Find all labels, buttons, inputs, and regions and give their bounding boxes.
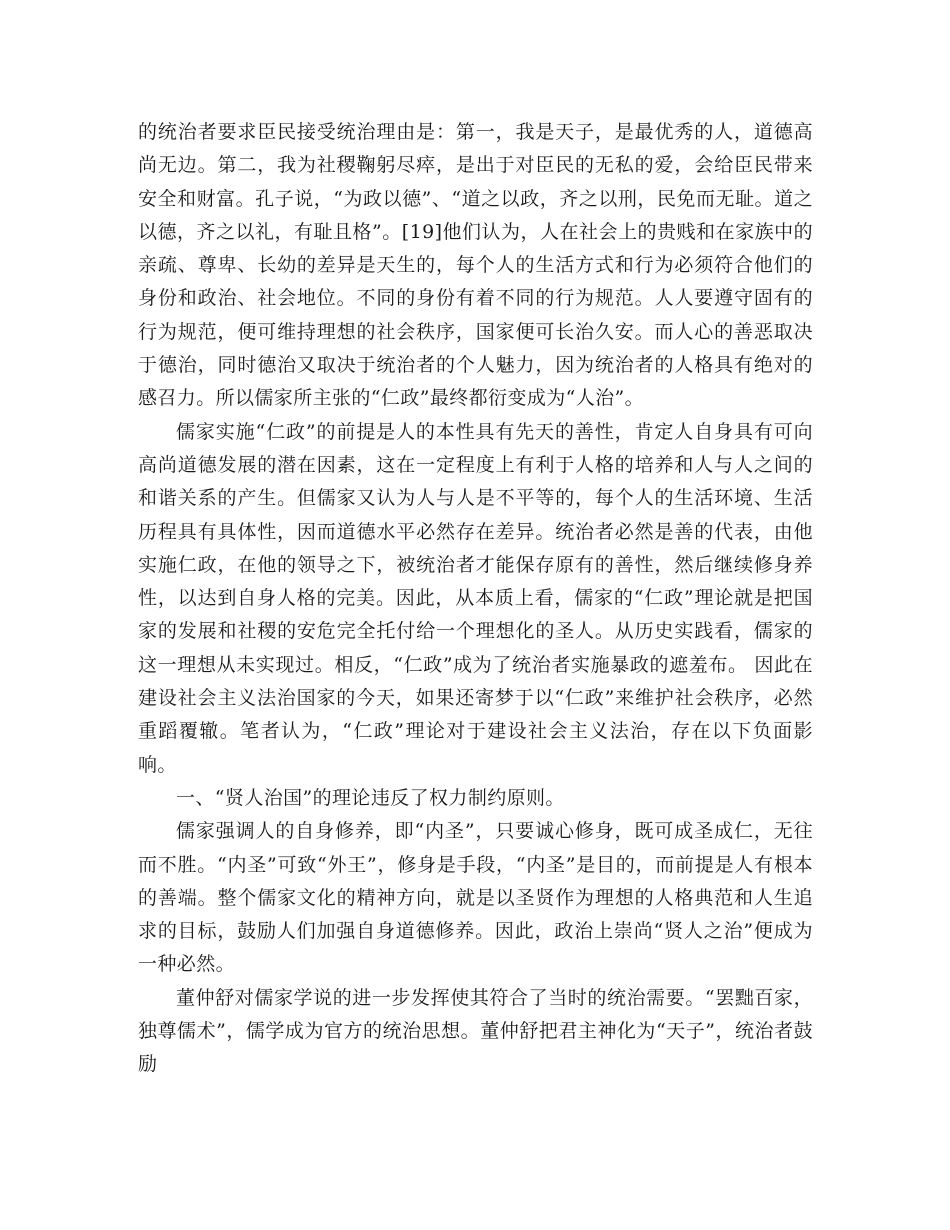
paragraph-continuation: 的统治者要求臣民接受统治理由是：第一，我是天子，是最优秀的人，道德高尚无边。第二，我为社稷鞠躬尽瘁，是出于对臣民的无私的爱，会给臣民带来安全和财富。孔子说，“为政以德”、“道之以政，齐之以刑，民免而无耻。道之以德，齐之以礼，有耻且格”。[19]他们认为，人在社会上的贵贱和在家族中的亲疏、尊卑、长幼的差异是天生的，每个人的生活方式和行为必须符合他们的身份和政治、社会地位。不同的身份有着不同的行为规范。人人要遵守固有的行为规范，便可维持理想的社会秩序，国家便可长治久安。而人心的善恶取决于德治，同时德治又取决于统治者的个人魅力，因为统治者的人格具有绝对的感召力。所以儒家所主张的“仁政”最终都衍变成为“人治”。 [138,121,813,410]
paragraph-self-cultivation: 儒家强调人的自身修养，即“内圣”，只要诚心修身，既可成圣成仁，无往而不胜。“内圣”可致“外王”，修身是手段，“内圣”是目的，而前提是人有根本的善端。整个儒家文化的精神方向，就是以圣贤作为理想的人格典范和人生追求的目标，鼓励人们加强自身道德修养。因此，政治上崇尚“贤人之治”便成为一种必然。 [138,820,813,976]
paragraph-renzheng-premise: 儒家实施“仁政”的前提是人的本性具有先天的善性，肯定人自身具有可向高尚道德发展的潜在因素，这在一定程度上有利于人格的培养和人与人之间的和谐关系的产生。但儒家又认为人与人是不平等的，每个人的生活环境、生活历程具有具体性，因而道德水平必然存在差异。统治者必然是善的代表，由他实施仁政，在他的领导之下，被统治者才能保存原有的善性，然后继续修身养性，以达到自身人格的完美。因此，从本质上看，儒家的“仁政”理论就是把国家的发展和社稷的安危完全托付给一个理想化的圣人。从历史实践看，儒家的这一理想从未实现过。相反，“仁政”成为了统治者实施暴政的遮羞布。 因此在建设社会主义法治国家的今天，如果还寄梦于以“仁政”来维护社会秩序，必然重蹈覆辙。笔者认为，“仁政”理论对于建设社会主义法治，存在以下负面影响。 [138,420,813,776]
section-heading: 一、“贤人治国”的理论违反了权力制约原则。 [176,786,565,809]
paragraph-dong-zhongshu: 董仲舒对儒家学说的进一步发挥使其符合了当时的统治需要。“罢黜百家，独尊儒术”，儒学成为官方的统治思想。董仲舒把君主神化为“天子”，统治者鼓励 [138,986,813,1076]
document-body [138,116,813,1082]
